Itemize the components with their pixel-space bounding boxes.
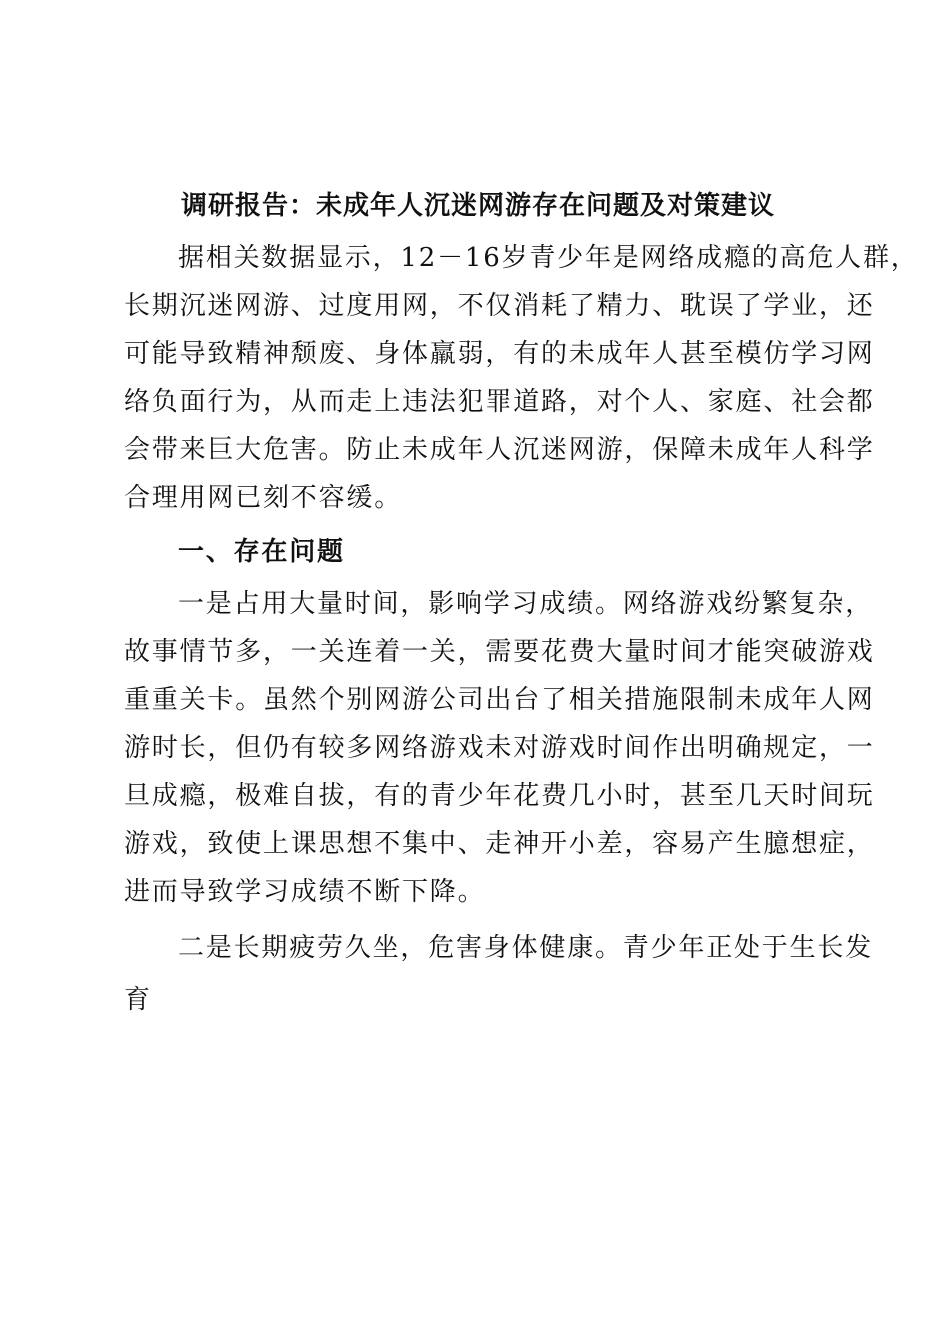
paragraph-line: 重重关卡。虽然个别网游公司出台了相关措施限制未成年人网	[124, 685, 875, 715]
paragraph-line: 二是长期疲劳久坐，危害身体健康。青少年正处于生长发	[178, 933, 874, 963]
paragraph-line: 育	[124, 985, 152, 1015]
section-heading: 一、存在问题	[178, 537, 345, 567]
paragraph-line: 可能导致精神颓废、身体羸弱，有的未成年人甚至模仿学习网	[124, 339, 875, 369]
paragraph-line: 合理用网已刻不容缓。	[124, 483, 403, 513]
paragraph-line: 进而导致学习成绩不断下降。	[124, 877, 486, 907]
paragraph-line: 长期沉迷网游、过度用网，不仅消耗了精力、耽误了学业，还	[124, 291, 875, 321]
paragraph-line: 据相关数据显示，12－16岁青少年是网络成瘾的高危人群，	[178, 243, 919, 273]
paragraph-line: 故事情节多，一关连着一关，需要花费大量时间才能突破游戏	[124, 637, 875, 667]
paragraph-line: 游时长，但仍有较多网络游戏未对游戏时间作出明确规定，一	[124, 733, 875, 763]
paragraph-line: 会带来巨大危害。防止未成年人沉迷网游，保障未成年人科学	[124, 435, 875, 465]
paragraph-line: 一是占用大量时间，影响学习成绩。网络游戏纷繁复杂，	[178, 589, 874, 619]
paragraph-line: 络负面行为，从而走上违法犯罪道路，对个人、家庭、社会都	[124, 387, 875, 417]
paragraph-line: 旦成瘾，极难自拔，有的青少年花费几小时，甚至几天时间玩	[124, 781, 875, 811]
paragraph-line: 游戏，致使上课思想不集中、走神开小差，容易产生臆想症，	[124, 829, 875, 859]
document-title: 调研报告：未成年人沉迷网游存在问题及对策建议	[180, 191, 775, 221]
